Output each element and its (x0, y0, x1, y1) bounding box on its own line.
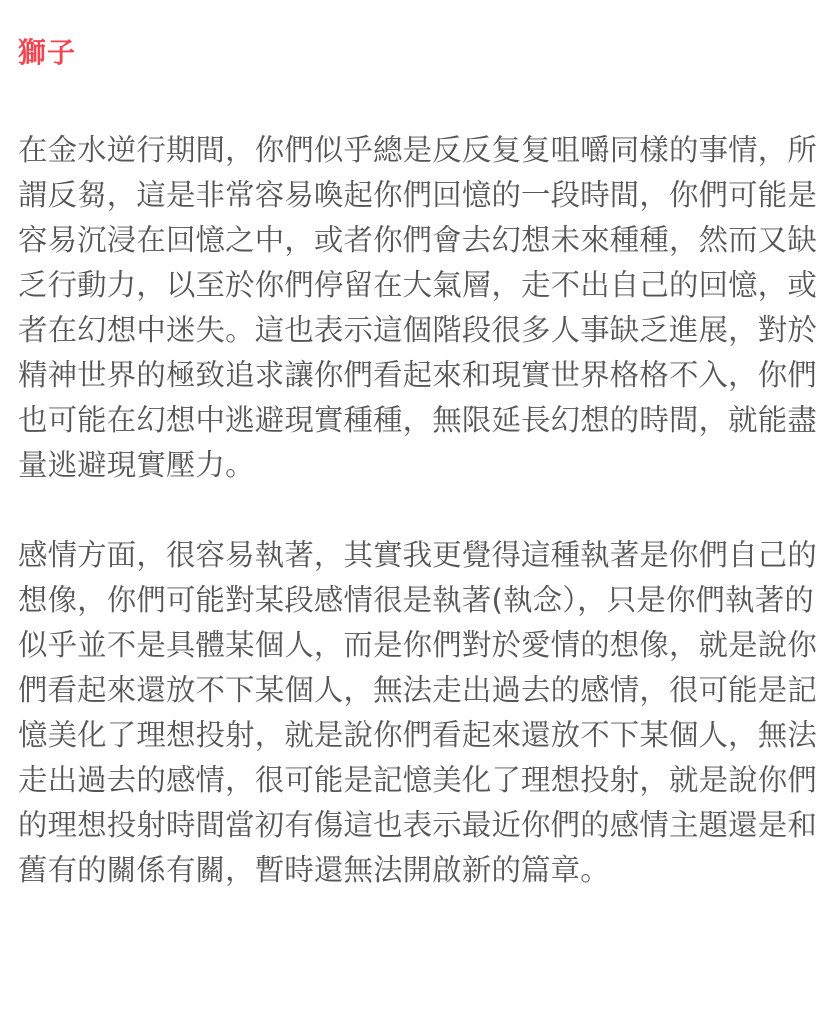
article-title: 獅子 (18, 36, 77, 69)
article-paragraph-1: 在金水逆行期間，你們似乎總是反反复复咀嚼同樣的事情，所謂反芻，這是非常容易喚起你們回憶的一段時間，你們可能是容易沉浸在回憶之中，或者你們會去幻想未來種種，然而又缺乏行動力，以至於你們停留在大氣層，走不出自己的回憶，或者在幻想中迷失。這也表示這個階段很多人事缺乏進展，對於精神世界的極致追求讓你們看起來和現實世界格格不入，你們也可能在幻想中逃避現實種種，無限延長幻想的時間，就能盡量逃避現實壓力。 (18, 133, 817, 482)
article-paragraph-2: 感情方面，很容易執著，其實我更覺得這種執著是你們自己的想像，你們可能對某段感情很是執著(執念），只是你們執著的似乎並不是具體某個人，而是你們對於愛情的想像，就是說你們看起來還放不下某個人，無法走出過去的感情，很可能是記憶美化了理想投射，就是說你們看起來還放不下某個人，無法走出過去的感情，很可能是記憶美化了理想投射，就是說你們的理想投射時間當初有傷這也表示最近你們的感情主題還是和舊有的關係有關，暫時還無法開啟新的篇章。 (18, 538, 817, 887)
